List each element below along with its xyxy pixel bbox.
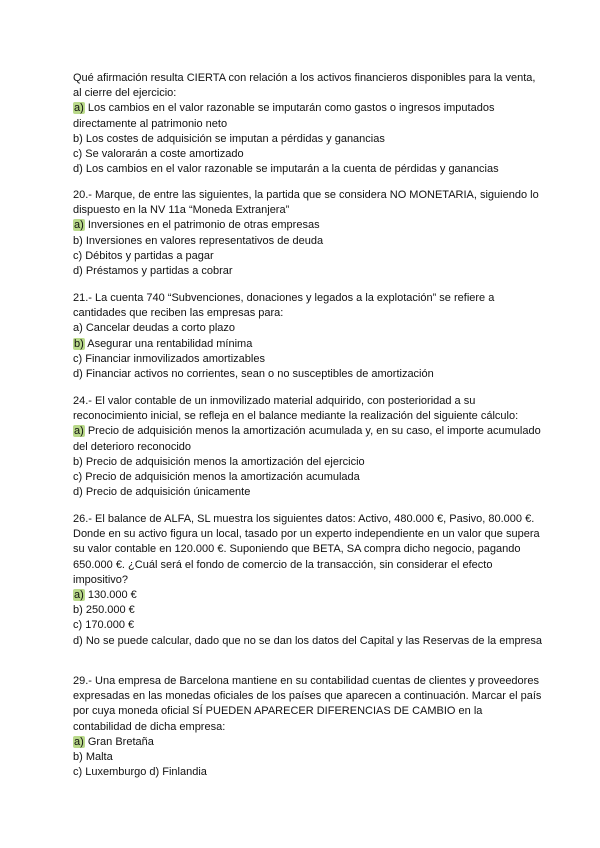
option-text: Débitos y partidas a pagar [82, 249, 214, 262]
option-text: Los cambios en el valor razonable se imputarán como gastos o ingresos imputados directamente al patrimonio neto [73, 102, 495, 130]
option-letter: c) [73, 471, 83, 484]
answer-option-c [73, 352, 543, 367]
option-letter: d) [73, 368, 83, 381]
option-text: Los costes de adquisición se imputan a pérdidas y ganancias [82, 132, 385, 145]
question-text: Qué afirmación resulta CIERTA con relación a los activos financieros disponibles para la venta, al cierre del ejercicio: [73, 72, 536, 100]
answer-option-d [73, 162, 543, 177]
option-letter: c) [73, 352, 83, 365]
option-text: Financiar inmovilizados amortizables [82, 352, 265, 365]
option-text: Precio de adquisición menos la amortización acumulada [82, 471, 360, 484]
option-text: Inversiones en valores representativos de deuda [82, 234, 324, 247]
answer-option-a [73, 735, 543, 750]
option-letter: b) [73, 455, 83, 468]
answer-option-c [73, 147, 543, 162]
question-text: 29.- Una empresa de Barcelona mantiene en su contabilidad cuentas de clientes y proveedores expresadas en las monedas oficiales de los países que aparecen a continuación. Marcar el país por cuya moneda oficial SÍ PUEDEN APARECER DIFERENCIAS DE CAMBIO en la contabilidad de dicha empresa: [73, 675, 542, 733]
option-letter: d) [73, 265, 83, 278]
answer-option-b [73, 603, 543, 618]
option-text: Precio de adquisición únicamente [82, 486, 251, 499]
answer-option-d [73, 634, 543, 649]
question-block [73, 674, 543, 780]
option-text: Malta [82, 751, 113, 764]
option-text: Gran Bretaña [84, 735, 154, 748]
option-letter: b) [73, 234, 83, 247]
answer-option-b [73, 132, 543, 147]
answer-option-b [73, 337, 543, 352]
option-letter-highlighted: b) [74, 337, 84, 350]
answer-option-c [73, 765, 543, 780]
option-letter-highlighted: a) [74, 219, 84, 232]
answer-option-d [73, 264, 543, 279]
answer-option-d [73, 367, 543, 382]
answer-option-c [73, 470, 543, 485]
option-text: Asegurar una rentabilidad mínima [84, 337, 253, 350]
question-block [73, 71, 543, 177]
answer-option-c [73, 249, 543, 264]
option-letter-highlighted: a) [74, 589, 84, 602]
answer-option-a [73, 424, 543, 454]
option-letter: c) [73, 148, 83, 161]
question-block [73, 394, 543, 500]
option-letter: d) [73, 163, 83, 176]
option-text: Precio de adquisición menos la amortización del ejercicio [82, 455, 365, 468]
option-text: Préstamos y partidas a cobrar [82, 265, 233, 278]
option-letter-highlighted: a) [74, 425, 84, 438]
option-letter-highlighted: a) [74, 102, 84, 115]
option-letter: d) [73, 634, 83, 647]
option-letter: c) [73, 619, 83, 632]
option-text: Cancelar deudas a corto plazo [82, 322, 236, 335]
question-text: 21.- La cuenta 740 “Subvenciones, donaciones y legados a la explotación” se refiere a cantidades que reciben las empresas para: [73, 292, 495, 320]
question-text: 20.- Marque, de entre las siguientes, la partida que se considera NO MONETARIA, siguiendo lo dispuesto en la NV 11a “Moneda Extranjera” [73, 189, 539, 217]
option-letter: b) [73, 132, 83, 145]
answer-option-a [73, 588, 543, 603]
option-letter: c) [73, 766, 83, 779]
option-letter: a) [73, 322, 83, 335]
option-letter: c) [73, 249, 83, 262]
option-text: 250.000 € [82, 604, 135, 617]
answer-option-a [73, 321, 543, 336]
answer-option-c [73, 618, 543, 633]
option-text: Precio de adquisición menos la amortización acumulada y, en su caso, el importe acumulado del deterioro reconocido [73, 425, 541, 453]
option-text: Los cambios en el valor razonable se imputarán a la cuenta de pérdidas y ganancias [82, 163, 499, 176]
option-letter-highlighted: a) [74, 735, 84, 748]
answer-option-b [73, 455, 543, 470]
question-text: 24.- El valor contable de un inmovilizado material adquirido, con posterioridad a su reconocimiento inicial, se refleja en el balance mediante la realización del siguiente cálculo: [73, 395, 519, 423]
option-text: Se valorarán a coste amortizado [82, 148, 244, 161]
option-text: 130.000 € [84, 589, 137, 602]
option-text: 170.000 € [82, 619, 135, 632]
question-block [73, 188, 543, 279]
option-text: Financiar activos no corrientes, sean o no susceptibles de amortización [82, 368, 434, 381]
answer-option-a [73, 218, 543, 233]
answer-option-b [73, 750, 543, 765]
answer-option-b [73, 234, 543, 249]
question-block [73, 512, 543, 649]
option-letter: b) [73, 604, 83, 617]
answer-option-d [73, 485, 543, 500]
question-block [73, 291, 543, 382]
option-text: Inversiones en el patrimonio de otras empresas [84, 219, 320, 232]
option-text: Luxemburgo d) Finlandia [82, 766, 207, 779]
answer-option-a [73, 101, 543, 131]
option-text: No se puede calcular, dado que no se dan los datos del Capital y las Reservas de la empresa [82, 634, 543, 647]
option-letter: d) [73, 486, 83, 499]
question-text: 26.- El balance de ALFA, SL muestra los siguientes datos: Activo, 480.000 €, Pasivo, 80.000 €. Donde en su activo figura un local, tasado por un experto independiente en un valor que supera su valor contable en 120.000 €. Suponiendo que BETA, SA compra dicho negocio, pagando 650.000 €. ¿Cuál será el fondo de comercio de la transacción, sin considerar el efecto impositivo? [73, 513, 540, 586]
option-letter: b) [73, 751, 83, 764]
